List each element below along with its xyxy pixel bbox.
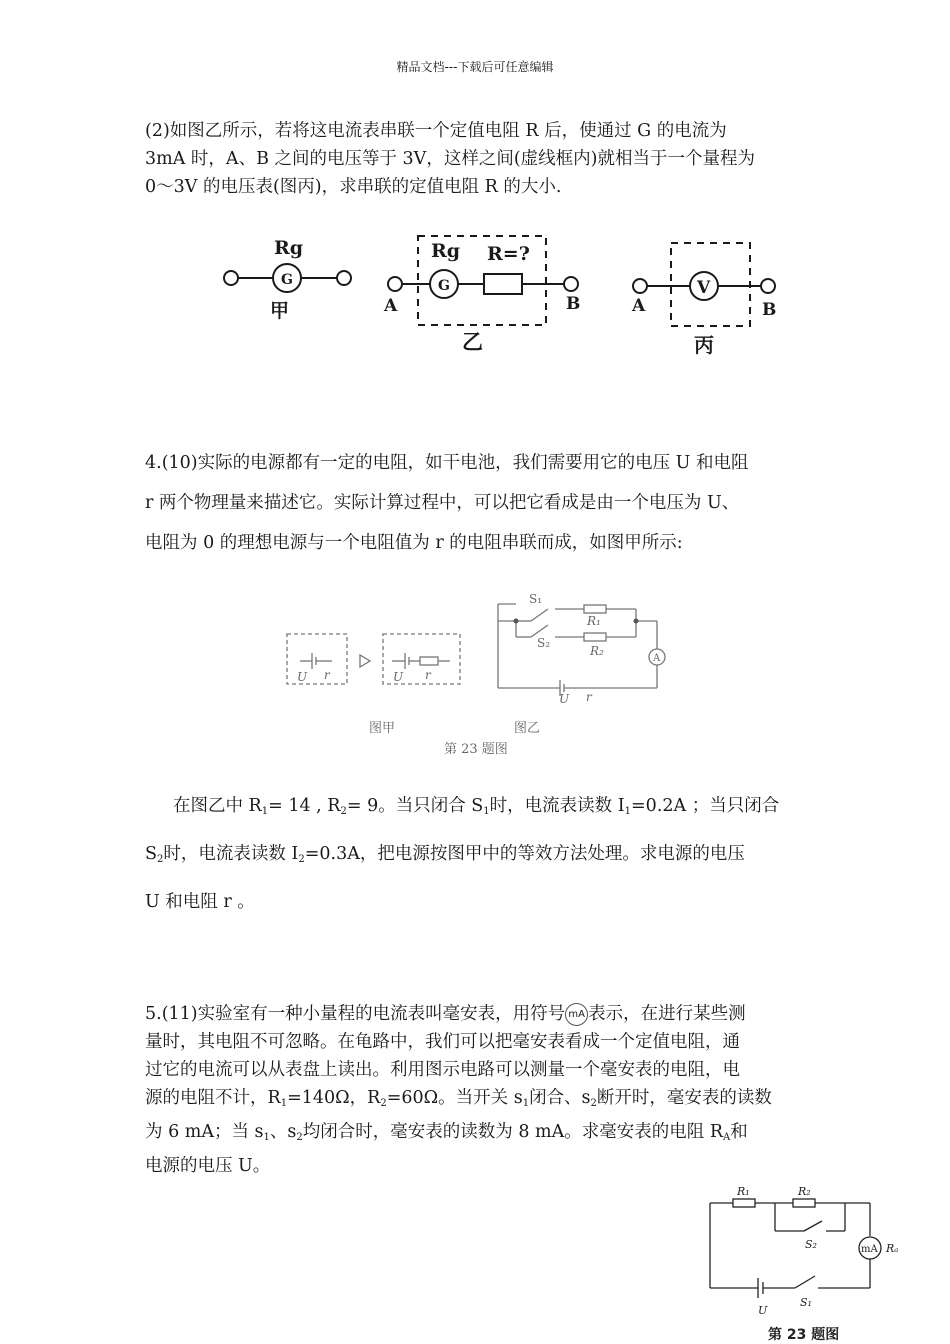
question-4-line-1: 4.(10)实际的电源都有一定的电阻，如干电池，我们需要用它的电压 U 和电阻 [145, 453, 749, 473]
figure-milliammeter-circuit [700, 1174, 940, 1344]
page-header: 精品文档---下载后可任意编辑 [396, 60, 554, 74]
fig3-ma-label: mA [861, 1244, 878, 1255]
question-2-line-2: 3mA 时，A、B 之间的电压等于 3V，这样之间(虚线框内)就相当于一个量程为 [145, 149, 755, 169]
fig2-r2-label: R₂ [590, 644, 604, 658]
fig2-r-label-2: r [425, 668, 431, 682]
fig2-r-label-1: r [324, 668, 330, 682]
question-4-continuation [145, 785, 815, 923]
question-5-line-5: 为 6 mA；当 $s_1$、$s_2$均闭合时，毫安表的读数为 8 mA。求毫安表的电阻 $R_A$和 [145, 1122, 748, 1143]
fig1-v-label: V [697, 278, 711, 298]
question-5-line-6: 电源的电压 U。 [145, 1156, 271, 1176]
fig2-u-label-3: U [559, 692, 570, 706]
fig1-b-label-bing: B [762, 300, 777, 320]
question-2-line-3: 0～3V 的电压表(图丙)，求串联的定值电阻 R 的大小. [145, 177, 562, 197]
fig2-s2-label: S₂ [537, 636, 551, 650]
question-4-line-3: 电阻为 0 的理想电源与一个电阻值为 r 的电阻串联而成，如图甲所示: [145, 533, 683, 553]
fig3-s1-label: S₁ [800, 1296, 812, 1309]
fig2-ammeter-label: A [653, 653, 661, 664]
fig3-caption: 第 23 题图 [768, 1327, 840, 1343]
milliammeter-symbol-icon: mA [565, 1003, 588, 1026]
figure-battery-circuit [0, 585, 950, 770]
question-4b-line-3: U 和电阻 r 。 [145, 892, 255, 912]
fig1-a-label-bing: A [632, 296, 646, 316]
question-4b-line-1: 在图乙中 $R_1= 14$ , $R_2= 9$。当只闭合 $S_1$时，电流表读数 $I_1=0.2A$ ；当只闭合 [173, 796, 780, 817]
fig2-caption-jia: 图甲 [369, 721, 396, 736]
fig3-r2-label: R₂ [798, 1185, 811, 1198]
fig3-ra-label: Rₐ [886, 1242, 899, 1255]
question-5-line-1: 5.(11)实验室有一种小量程的电流表叫毫安表，用符号 mA 表示，在进行某些测 [145, 1004, 746, 1024]
fig1-a-label-yi: A [384, 296, 398, 316]
fig1-caption-bing: 丙 [694, 333, 714, 357]
question-4 [145, 443, 815, 563]
question-5-line-4: 源的电阻不计，$R_1=140\Omega$，$R_2=60\Omega$。当开关 $s_1$闭合、$s_2$断开时，毫安表的读数 [145, 1088, 772, 1109]
fig1-rg-label-jia: Rg [274, 237, 304, 259]
fig3-u-label: U [758, 1304, 768, 1317]
fig2-u-label-1: U [297, 670, 308, 684]
fig1-r-unknown-label: R=? [487, 243, 530, 265]
question-4-line-2: r 两个物理量来描述它。实际计算过程中，可以把它看成是由一个电压为 U、 [145, 493, 740, 513]
question-4b-line-2: $S_2$时，电流表读数 $I_2=0.3A$，把电源按图甲中的等效方法处理。求电源的电压 [145, 844, 745, 865]
question-5-line-3: 过它的电流可以从表盘上读出。利用图示电路可以测量一个毫安表的电阻，电 [145, 1060, 740, 1080]
fig1-b-label-yi: B [566, 294, 581, 314]
fig2-caption-yi: 图乙 [514, 721, 541, 736]
fig1-rg-label-yi: Rg [431, 240, 461, 262]
figure-galvanometer-circuits [0, 225, 950, 375]
question-5 [145, 1000, 815, 1180]
fig2-s1-label: S₁ [529, 592, 543, 606]
fig2-u-label-2: U [393, 670, 404, 684]
question-5-line-2: 量时，其电阻不可忽略。在龟路中，我们可以把毫安表看成一个定值电阻，通 [145, 1032, 740, 1052]
fig1-caption-yi: 乙 [462, 329, 483, 354]
fig1-caption-jia: 甲 [270, 300, 290, 322]
fig1-g-label-yi: G [438, 278, 450, 294]
fig1-g-label-jia: G [281, 272, 293, 288]
question-2 [145, 117, 815, 201]
fig3-s2-label: S₂ [805, 1238, 817, 1251]
fig2-caption-main: 第 23 题图 [444, 742, 508, 757]
fig2-r-label-3: r [586, 690, 592, 704]
question-2-line-1: (2)如图乙所示，若将这电流表串联一个定值电阻 R 后，使通过 G 的电流为 [145, 121, 727, 141]
fig2-r1-label: R₁ [587, 614, 601, 628]
fig3-r1-label: R₁ [737, 1185, 750, 1198]
